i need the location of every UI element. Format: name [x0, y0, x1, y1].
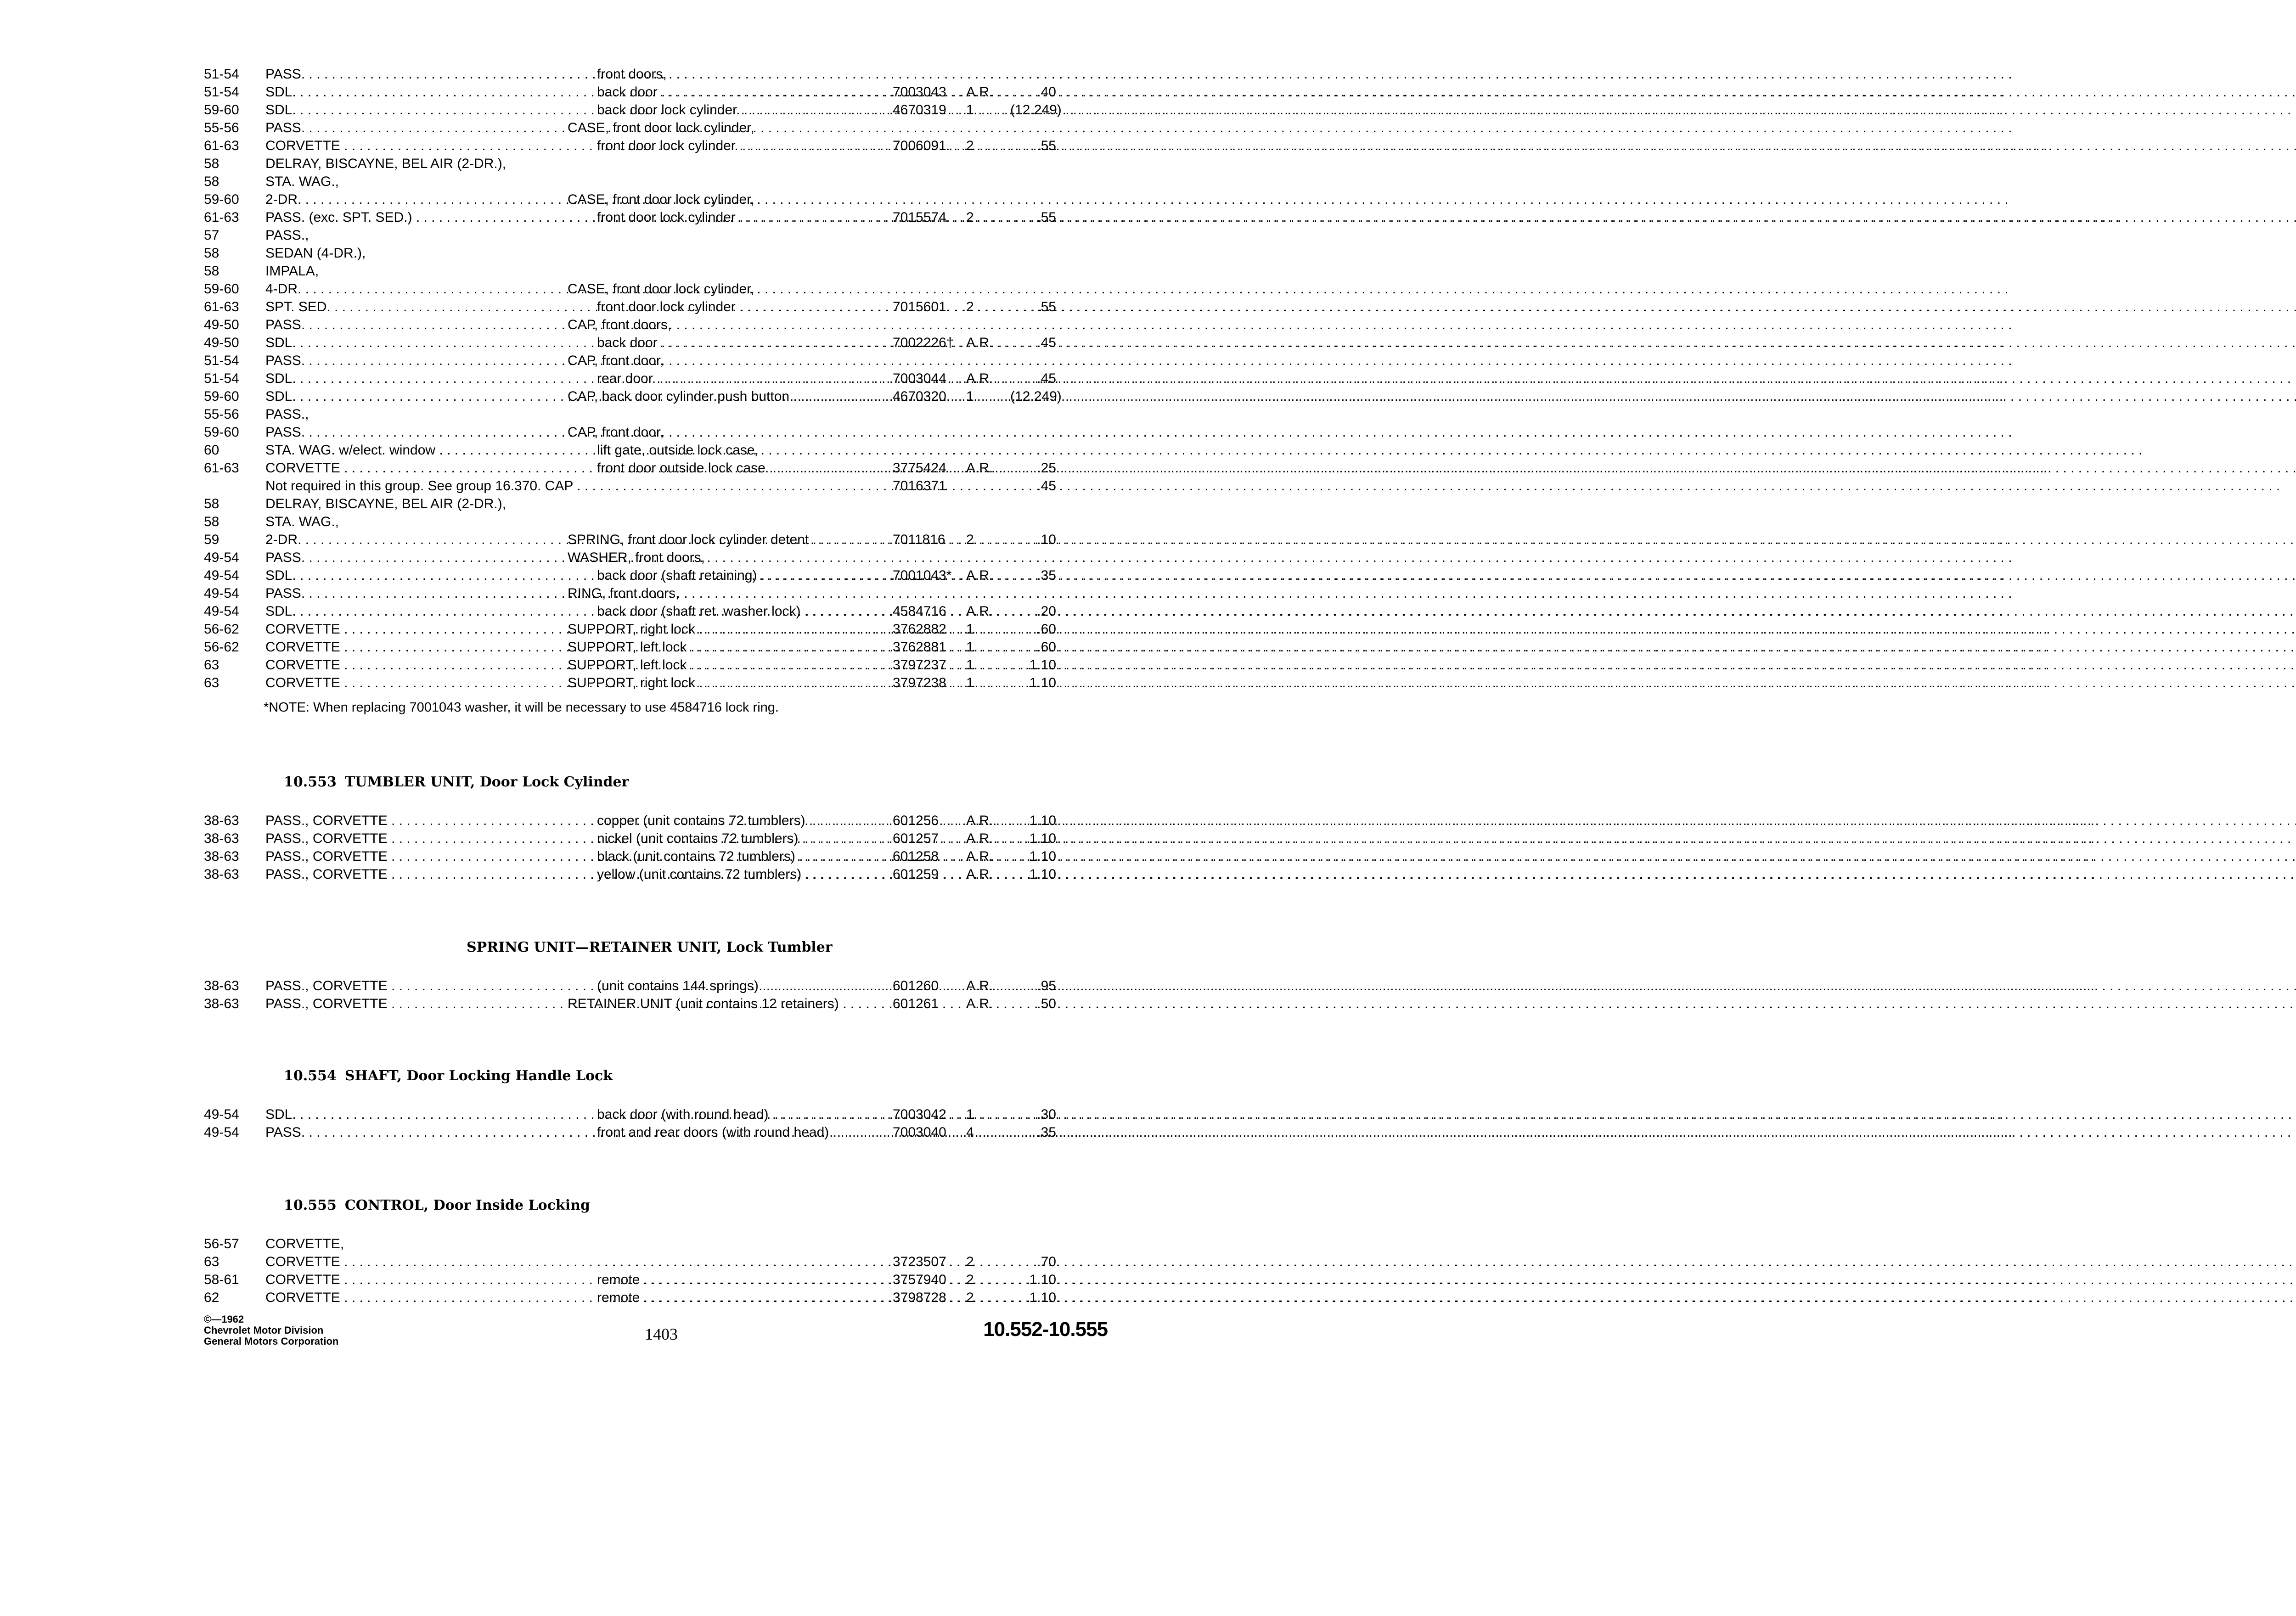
model-cell: SDL. . . .: [265, 101, 543, 119]
model-cell: PASS.,: [265, 407, 309, 422]
table-row: [0, 441, 1161, 459]
part-number: 3797237: [893, 657, 946, 673]
table-row: [0, 423, 1161, 441]
model-cell: 2-DR. . . .: [265, 531, 543, 549]
part-number: 7016371: [893, 478, 946, 494]
model-year: 49-54: [204, 586, 239, 601]
table-row: [0, 620, 1161, 638]
price: .60: [1037, 622, 1056, 637]
table-row: [0, 674, 1161, 692]
model-year: 38-63: [204, 813, 239, 828]
table-row: [0, 298, 1161, 316]
description-cell: CAP, front doors,: [568, 317, 672, 332]
price: .45: [1037, 371, 1056, 386]
model-cell: CORVETTE,: [265, 1236, 344, 1251]
model-year: 61-63: [204, 138, 239, 153]
section-number: 10.553: [284, 774, 337, 790]
price: .40: [1037, 84, 1056, 100]
model-cell: PASS.,: [265, 228, 309, 243]
price: 1.10: [1029, 813, 1056, 828]
model-year: 38-63: [204, 849, 239, 864]
model-cell: IMPALA,: [265, 264, 319, 279]
model-year: 51-54: [204, 84, 239, 100]
part-number: 601259: [893, 867, 939, 882]
table-row: [0, 830, 1161, 847]
price: .55: [1037, 299, 1056, 314]
price: 1.10: [1029, 849, 1056, 864]
description-cell: remote . . .: [597, 1289, 877, 1307]
table-row: [0, 387, 1161, 405]
description-cell: SUPPORT, left lock . . .: [568, 656, 877, 674]
model-cell: PASS. . . .: [265, 352, 543, 370]
model-year: 63: [204, 675, 219, 690]
table-row: [0, 226, 1161, 244]
quantity: 2: [966, 532, 974, 547]
quantity: 1: [966, 657, 974, 673]
model-year: 57: [204, 228, 219, 243]
model-year: 58: [204, 156, 219, 171]
price: .35: [1037, 568, 1056, 583]
part-number: 3762882: [893, 622, 946, 637]
description-cell: rear door . . .: [597, 370, 877, 387]
part-number: 7003042: [893, 1107, 946, 1122]
section-number: 10.555: [284, 1197, 337, 1213]
model-cell: PASS. . . .: [265, 584, 543, 602]
model-cell: STA. WAG.,: [265, 514, 339, 529]
model-year: 38-63: [204, 831, 239, 846]
description-cell: WASHER, front doors,: [568, 550, 705, 565]
table-row: [0, 101, 1161, 119]
part-number: 7003044: [893, 371, 946, 386]
table-row: [0, 137, 1161, 155]
description-cell: front and rear doors (with round head) . . .: [597, 1123, 877, 1141]
quantity: 1: [966, 1107, 974, 1122]
price: 1.10: [1029, 867, 1056, 882]
quantity: 1: [966, 622, 974, 637]
price: 1.10: [1029, 675, 1056, 690]
price: 1.10: [1029, 1290, 1056, 1305]
price: .55: [1037, 138, 1056, 153]
table-row: [0, 334, 1161, 352]
model-cell: DELRAY, BISCAYNE, BEL AIR (2-DR.),: [265, 496, 506, 511]
model-cell: CORVETTE . . .: [265, 137, 543, 155]
model-year: 61-63: [204, 210, 239, 225]
quantity: A.R.: [966, 867, 993, 882]
model-cell: PASS. . . .: [265, 316, 543, 334]
table-row: [0, 191, 1161, 208]
table-row: [0, 459, 1161, 477]
section-title: SPRING UNIT—RETAINER UNIT, Lock Tumbler: [467, 939, 833, 955]
model-cell: SPT. SED. . . .: [265, 298, 543, 316]
model-year: 59-60: [204, 281, 239, 297]
table-row: [0, 567, 1161, 584]
price: .45: [1037, 478, 1056, 494]
model-year: 58: [204, 514, 219, 529]
quantity: A.R.: [966, 813, 993, 828]
table-row: [0, 173, 1161, 191]
price: .50: [1037, 996, 1056, 1011]
table-row: [0, 370, 1161, 387]
model-year: 59-60: [204, 192, 239, 207]
table-row: [0, 262, 1161, 280]
copyright: ©—1962: [204, 1313, 244, 1325]
description-cell: lift gate, outside lock case,: [597, 443, 759, 458]
table-row: [0, 155, 1161, 173]
price: (12.249): [1010, 389, 1062, 404]
part-number: 7001043*: [893, 568, 952, 583]
model-cell: SDL. . . .: [265, 83, 543, 101]
price: .55: [1037, 210, 1056, 225]
description-cell: back door (shaft retaining) . . .: [597, 567, 877, 584]
part-number: 7015574: [893, 210, 946, 225]
part-number: 3797238: [893, 675, 946, 690]
part-number: 4670319: [893, 102, 946, 118]
table-row: [0, 208, 1161, 226]
model-year: 58-61: [204, 1272, 239, 1287]
description-cell: front door lock cylinder . . .: [597, 298, 877, 316]
price: .45: [1037, 335, 1056, 350]
quantity: 2: [966, 1254, 974, 1269]
model-cell: PASS. . . .: [265, 1123, 543, 1141]
model-cell: SDL. . . .: [265, 567, 543, 584]
model-year: 59-60: [204, 102, 239, 118]
model-year: 51-54: [204, 67, 239, 82]
model-cell: CORVETTE . . .: [265, 459, 543, 477]
description-cell: front door lock cylinder . . .: [597, 208, 877, 226]
model-year: 58: [204, 174, 219, 189]
table-row: [0, 495, 1161, 513]
model-cell: PASS. (exc. SPT. SED.) . . .: [265, 208, 543, 226]
quantity: 4: [966, 1125, 974, 1140]
table-row: [0, 1271, 1161, 1289]
model-cell: PASS., CORVETTE . . .: [265, 830, 543, 847]
quantity: 2: [966, 210, 974, 225]
model-cell: CORVETTE . . .: [265, 638, 543, 656]
model-cell: CORVETTE . . .: [265, 674, 543, 692]
section-heading: [284, 1067, 613, 1085]
description-cell: front doors,: [597, 67, 667, 82]
quantity: 2: [966, 138, 974, 153]
description-cell: front door outside lock case . . .: [597, 459, 877, 477]
table-row: [0, 995, 1161, 1013]
model-cell: SEDAN (4-DR.),: [265, 246, 366, 261]
model-year: 38-63: [204, 996, 239, 1011]
description-cell: back door . . .: [597, 334, 877, 352]
table-row: [0, 656, 1161, 674]
description-cell: back door lock cylinder . . .: [597, 101, 877, 119]
part-number: 7011816: [893, 532, 945, 547]
description-cell: CASE, front door lock cylinder,: [568, 281, 754, 297]
model-cell: SDL. . . .: [265, 334, 543, 352]
model-year: 61-63: [204, 299, 239, 314]
description-cell: yellow (unit contains 72 tumblers) . . .: [597, 865, 877, 883]
model-year: 58: [204, 246, 219, 261]
price: .25: [1037, 460, 1056, 476]
table-row: [0, 1235, 1161, 1253]
section-title: TUMBLER UNIT, Door Lock Cylinder: [344, 774, 629, 790]
description-cell: back door (shaft ret. washer lock) . . .: [597, 602, 877, 620]
table-row: [0, 602, 1161, 620]
price: .95: [1037, 978, 1056, 993]
part-number: 7015601: [893, 299, 946, 314]
part-number: 3723507: [893, 1254, 946, 1269]
model-year: 59-60: [204, 389, 239, 404]
table-row: [0, 847, 1161, 865]
price: .30: [1037, 1107, 1056, 1122]
description-cell: (unit contains 144 springs) . . .: [597, 977, 877, 995]
table-row: [0, 405, 1161, 423]
section-title: CONTROL, Door Inside Locking: [344, 1197, 590, 1213]
table-row: [0, 244, 1161, 262]
model-year: 59-60: [204, 425, 239, 440]
section-title: SHAFT, Door Locking Handle Lock: [344, 1068, 613, 1084]
part-number: 601258: [893, 849, 939, 864]
model-year: 56-62: [204, 640, 239, 655]
part-number: 7006091: [893, 138, 946, 153]
table-row: [0, 513, 1161, 531]
part-number: 3757940: [893, 1272, 946, 1287]
model-year: 49-50: [204, 335, 239, 350]
description-cell: SUPPORT, right lock . . .: [568, 674, 877, 692]
model-cell: SDL. . . .: [265, 1105, 543, 1123]
description-cell: CASE, front door lock cylinder,: [568, 120, 754, 135]
quantity: A.R.: [966, 568, 993, 583]
price: .20: [1037, 604, 1056, 619]
model-year: 51-54: [204, 371, 239, 386]
model-cell: 4-DR. . . .: [265, 280, 543, 298]
quantity: 2: [966, 1272, 974, 1287]
group-range: 10.552-10.555: [983, 1318, 1108, 1341]
description-cell: black (unit contains 72 tumblers) . . .: [597, 847, 877, 865]
table-row: [0, 549, 1161, 567]
model-cell: PASS. . . .: [265, 65, 543, 83]
quantity: 1: [966, 675, 974, 690]
model-year: 38-63: [204, 978, 239, 993]
price: 1.10: [1029, 1272, 1056, 1287]
table-row: [0, 1289, 1161, 1307]
model-cell: PASS. . . .: [265, 549, 543, 567]
part-number: 7003040: [893, 1125, 946, 1140]
corporation-name: General Motors Corporation: [204, 1335, 339, 1347]
section-heading: [284, 773, 629, 791]
quantity: A.R.: [966, 604, 993, 619]
price: .60: [1037, 640, 1056, 655]
quantity: A.R.: [966, 460, 993, 476]
description-cell: CASE, front door lock cylinder,: [568, 192, 754, 207]
description-cell: nickel (unit contains 72 tumblers) . . .: [597, 830, 877, 847]
page-number: 1403: [645, 1325, 678, 1343]
model-year: 56-62: [204, 622, 239, 637]
part-number: 601260: [893, 978, 939, 993]
table-row: [0, 280, 1161, 298]
table-row: [0, 316, 1161, 334]
table-row: [0, 638, 1161, 656]
description-cell: back door . . .: [597, 83, 877, 101]
table-row: [0, 1123, 1161, 1141]
cross-reference-row: [0, 477, 1161, 495]
model-year: 38-63: [204, 867, 239, 882]
price: .35: [1037, 1125, 1056, 1140]
price: 1.10: [1029, 657, 1056, 673]
model-year: 62: [204, 1290, 219, 1305]
model-cell: STA. WAG. w/elect. window . . .: [265, 441, 543, 459]
part-number: 601261: [893, 996, 939, 1011]
table-row: [0, 584, 1161, 602]
quantity: A.R.: [966, 371, 993, 386]
section-heading: [284, 1196, 590, 1215]
price: 1.10: [1029, 831, 1056, 846]
part-number: 7002226†: [893, 335, 954, 350]
quantity: A.R.: [966, 978, 993, 993]
description-cell: CAP, front door,: [568, 425, 664, 440]
description-cell: SPRING, front door lock cylinder detent . . .: [568, 531, 877, 549]
model-cell: CORVETTE . . .: [265, 1271, 543, 1289]
part-number: 3775424: [893, 460, 946, 476]
model-cell: SDL. . . .: [265, 370, 543, 387]
table-row: [0, 977, 1161, 995]
part-number: 3762881: [893, 640, 946, 655]
section-heading: [467, 938, 833, 957]
model-cell: PASS. . . .: [265, 423, 543, 441]
quantity: 2: [966, 1290, 974, 1305]
model-year: 55-56: [204, 407, 239, 422]
model-cell: CORVETTE . . .: [265, 620, 543, 638]
quantity: 1: [966, 640, 974, 655]
table-row: [0, 65, 1161, 83]
model-cell: PASS., CORVETTE . . .: [265, 995, 543, 1013]
table-row: [0, 1253, 1161, 1271]
model-year: 51-54: [204, 353, 239, 368]
part-number: 4584716: [893, 604, 946, 619]
model-cell: SDL. . . .: [265, 602, 543, 620]
table-row: [0, 531, 1161, 549]
cross-reference-text: Not required in this group. See group 16.370. CAP . . .: [265, 477, 877, 495]
price: .70: [1037, 1254, 1056, 1269]
quantity: A.R.: [966, 849, 993, 864]
model-year: 60: [204, 443, 219, 458]
part-number: 3798728: [893, 1290, 946, 1305]
model-year: 61-63: [204, 460, 239, 476]
table-row: [0, 1105, 1161, 1123]
description-cell: front door lock cylinder . . .: [597, 137, 877, 155]
part-number: 4670320: [893, 389, 946, 404]
description-cell: remote . . .: [597, 1271, 877, 1289]
model-cell: 2-DR. . . .: [265, 191, 543, 208]
publisher-block: [204, 1314, 338, 1347]
model-year: 49-54: [204, 550, 239, 565]
model-year: 63: [204, 657, 219, 673]
table-row: [0, 83, 1161, 101]
footnote: *NOTE: When replacing 7001043 washer, it will be necessary to use 4584716 lock ring.: [264, 700, 779, 715]
table-row: [0, 865, 1161, 883]
description-cell: CAP, back door cylinder push button . . .: [568, 387, 877, 405]
model-cell: CORVETTE . . .: [265, 1289, 543, 1307]
model-cell: PASS., CORVETTE . . .: [265, 865, 543, 883]
model-year: 59: [204, 532, 219, 547]
model-year: 49-54: [204, 1107, 239, 1122]
model-year: 49-54: [204, 604, 239, 619]
model-cell: CORVETTE . . .: [265, 656, 543, 674]
model-year: 49-50: [204, 317, 239, 332]
model-cell: CORVETTE . . .: [265, 1253, 543, 1271]
description-cell: RING, front doors,: [568, 586, 680, 601]
model-cell: PASS., CORVETTE . . .: [265, 812, 543, 830]
quantity: 1: [966, 389, 974, 404]
description-cell: CAP, front door,: [568, 353, 664, 368]
table-row: [0, 352, 1161, 370]
model-cell: SDL. . . .: [265, 387, 543, 405]
table-row: [0, 812, 1161, 830]
model-year: 55-56: [204, 120, 239, 135]
description-cell: RETAINER UNIT (unit contains 12 retainers) . . .: [568, 995, 877, 1013]
description-cell: SUPPORT, right lock . . .: [568, 620, 877, 638]
part-number: 601257: [893, 831, 939, 846]
quantity: A.R.: [966, 335, 993, 350]
description-cell: back door (with round head) . . .: [597, 1105, 877, 1123]
part-number: 7003043: [893, 84, 946, 100]
price: (12.249): [1010, 102, 1062, 118]
quantity: 1: [966, 102, 974, 118]
model-cell: PASS., CORVETTE . . .: [265, 977, 543, 995]
model-year: 58: [204, 496, 219, 511]
description-cell: copper (unit contains 72 tumblers) . . .: [597, 812, 877, 830]
quantity: A.R.: [966, 84, 993, 100]
model-year: 63: [204, 1254, 219, 1269]
model-cell: PASS. . . .: [265, 119, 543, 137]
model-year: 49-54: [204, 568, 239, 583]
quantity: A.R.: [966, 996, 993, 1011]
part-number: 601256: [893, 813, 939, 828]
price: .10: [1037, 532, 1056, 547]
description-cell: [597, 1253, 877, 1271]
model-cell: STA. WAG.,: [265, 174, 339, 189]
description-cell: SUPPORT, left lock . . .: [568, 638, 877, 656]
quantity: A.R.: [966, 831, 993, 846]
model-cell: PASS., CORVETTE . . .: [265, 847, 543, 865]
quantity: 2: [966, 299, 974, 314]
model-year: 49-54: [204, 1125, 239, 1140]
model-year: 56-57: [204, 1236, 239, 1251]
model-cell: DELRAY, BISCAYNE, BEL AIR (2-DR.),: [265, 156, 506, 171]
division-name: Chevrolet Motor Division: [204, 1324, 324, 1336]
table-row: [0, 119, 1161, 137]
section-number: 10.554: [284, 1068, 337, 1084]
model-year: 58: [204, 264, 219, 279]
